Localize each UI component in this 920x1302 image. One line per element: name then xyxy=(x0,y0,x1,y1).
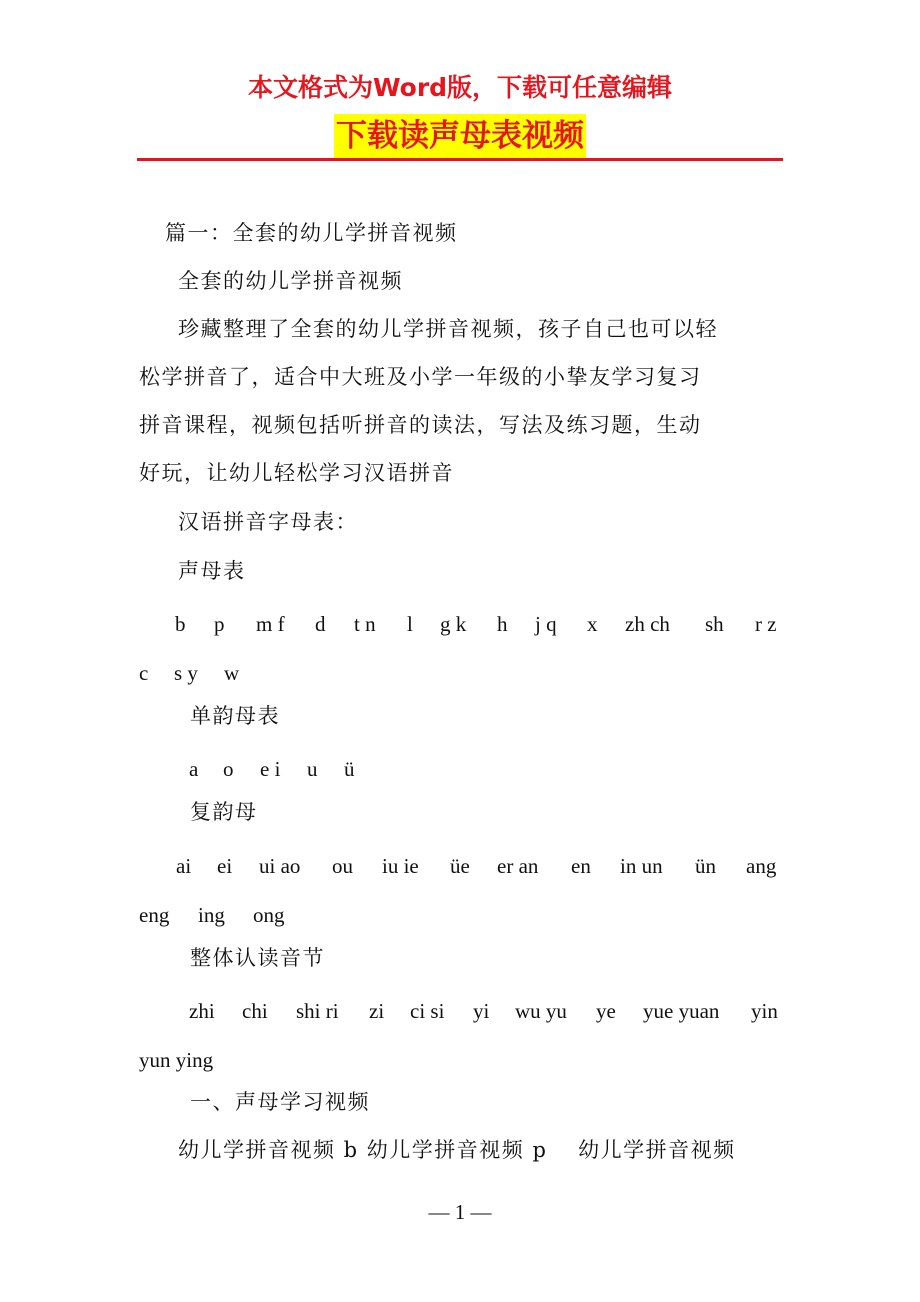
pinyin-item: ei xyxy=(217,854,233,878)
heading-complete-set: 全套的幼儿学拼音视频 xyxy=(178,269,403,293)
paragraph-line: 好玩，让幼儿轻松学习汉语拼音 xyxy=(139,461,454,485)
pinyin-item: s y xyxy=(174,661,198,685)
pinyin-item: zhi xyxy=(189,999,215,1023)
pinyin-item: u xyxy=(307,757,318,781)
word-format-notice: 本文格式为Word版，下载可任意编辑 xyxy=(247,73,673,102)
pinyin-item: iu ie xyxy=(382,854,419,878)
pinyin-item: ci si xyxy=(410,999,445,1023)
pinyin-item: e i xyxy=(260,757,281,781)
compound-finals-heading: 复韵母 xyxy=(190,800,258,824)
pinyin-item: yin xyxy=(751,999,778,1023)
pinyin-item: yue yuan xyxy=(643,999,720,1023)
page-number: — 1 — xyxy=(428,1200,492,1224)
document-title: 下载读声母表视频 xyxy=(334,114,586,158)
pinyin-item: t n xyxy=(354,612,376,636)
paragraph-line: 松学拼音了，适合中大班及小学一年级的小挚友学习复习 xyxy=(139,365,702,389)
pinyin-item: h xyxy=(497,612,508,636)
initials-heading: 声母表 xyxy=(178,559,246,583)
alphabet-heading: 汉语拼音字母表： xyxy=(178,510,358,534)
pinyin-item: er an xyxy=(497,854,539,878)
pinyin-item: sh xyxy=(705,612,724,636)
pinyin-item: ou xyxy=(332,854,353,878)
pinyin-item: p xyxy=(214,612,225,636)
pinyin-item: ui ao xyxy=(259,854,301,878)
pinyin-item: j q xyxy=(535,612,557,636)
pinyin-item: zi xyxy=(369,999,385,1023)
paragraph-line: 幼儿学拼音视频 b 幼儿学拼音视频 p 幼儿学拼音视频 xyxy=(178,1138,736,1162)
simple-finals-heading: 单韵母表 xyxy=(190,704,280,728)
paragraph-line: 珍藏整理了全套的幼儿学拼音视频，孩子自己也可以轻 xyxy=(178,317,718,341)
pinyin-item: ong xyxy=(253,903,285,927)
pinyin-item: x xyxy=(587,612,598,636)
pinyin-item: ün xyxy=(695,854,716,878)
pinyin-item: yi xyxy=(473,999,490,1023)
pinyin-item: eng xyxy=(139,903,170,927)
pinyin-item: wu yu xyxy=(515,999,567,1023)
whole-syllables-heading: 整体认读音节 xyxy=(190,946,325,970)
pinyin-item: l xyxy=(407,612,413,636)
pinyin-item: üe xyxy=(450,854,470,878)
pinyin-item: m f xyxy=(256,612,285,636)
pinyin-item: a xyxy=(189,757,199,781)
pinyin-item: yun ying xyxy=(139,1048,214,1072)
heading-part-one: 篇一：全套的幼儿学拼音视频 xyxy=(165,221,458,245)
pinyin-item: c xyxy=(139,661,149,685)
document-title-wrap xyxy=(0,114,920,158)
pinyin-item: chi xyxy=(242,999,268,1023)
pinyin-item: ang xyxy=(746,854,777,878)
pinyin-item: ai xyxy=(176,854,192,878)
paragraph-line: 拼音课程，视频包括听拼音的读法，写法及练习题，生动 xyxy=(139,413,702,437)
pinyin-item: ye xyxy=(596,999,616,1023)
pinyin-item: o xyxy=(223,757,234,781)
pinyin-item: zh ch xyxy=(625,612,670,636)
pinyin-item: en xyxy=(571,854,591,878)
pinyin-item: g k xyxy=(440,612,467,636)
pinyin-item: shi ri xyxy=(296,999,339,1023)
pinyin-item: r z xyxy=(755,612,777,636)
pinyin-item: ü xyxy=(344,757,355,781)
section-one-heading: 一、声母学习视频 xyxy=(190,1090,370,1114)
header-divider xyxy=(137,158,783,161)
pinyin-item: in un xyxy=(620,854,663,878)
pinyin-item: w xyxy=(224,661,240,685)
pinyin-item: ing xyxy=(198,903,225,927)
pinyin-item: d xyxy=(315,612,326,636)
pinyin-item: b xyxy=(175,612,186,636)
